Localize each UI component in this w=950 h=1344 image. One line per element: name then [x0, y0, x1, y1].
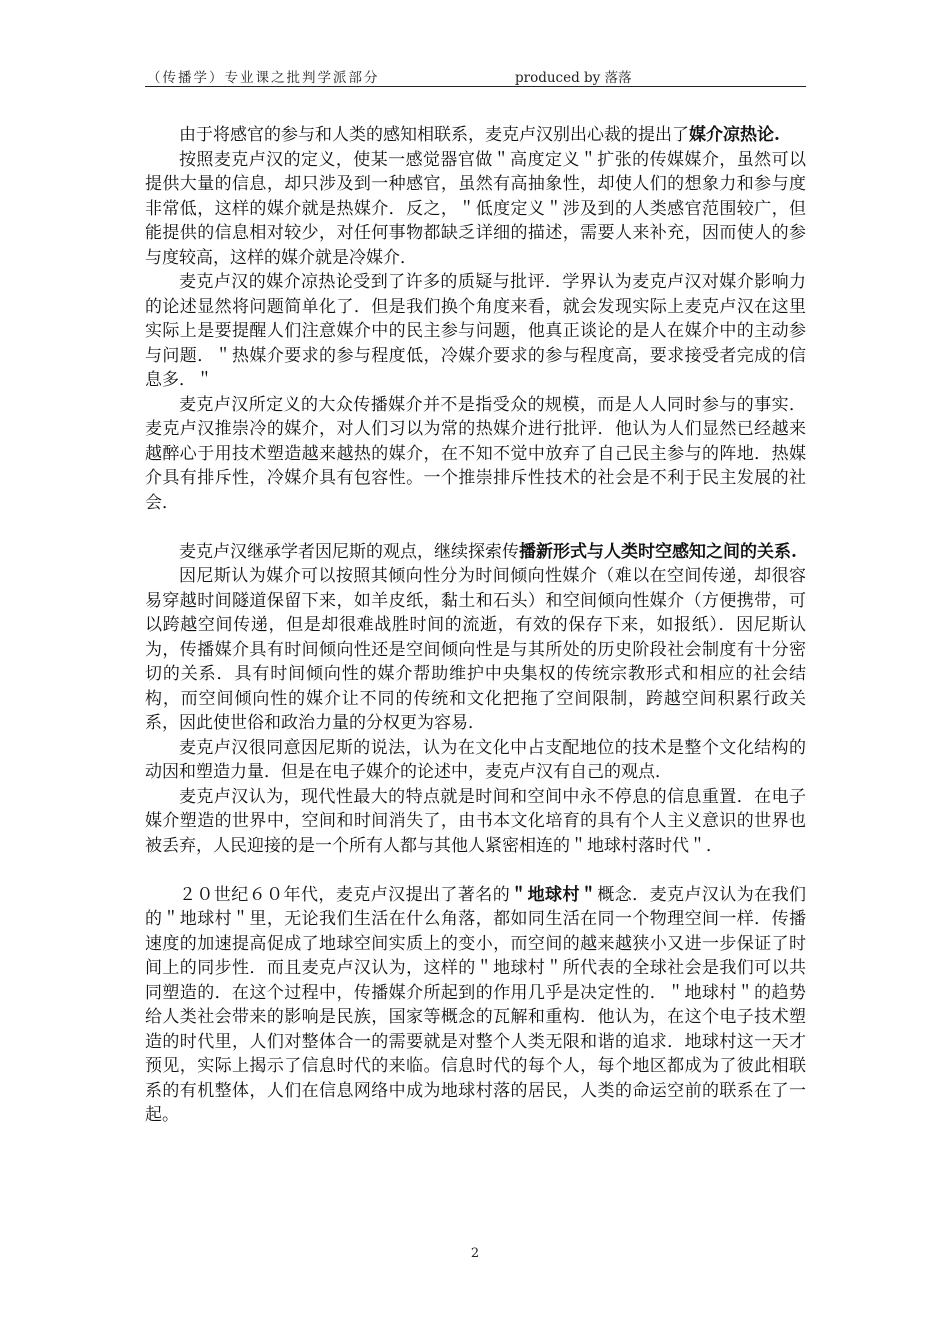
paragraph-definition: 按照麦克卢汉的定义，使某一感觉器官做＂高度定义＂扩张的传媒媒介，虽然可以提供大量的信息，却只涉及到一种感官，虽然有高抽象性，却使人们的想象力和参与度非常低，这样的媒介就是热媒介．反之，＂低度定义＂涉及到的人类感官范围较广，但能提供的信息相对较少，对任何事物都缺乏详细的描述，需要人来补充，因而使人的参与度较高，这样的媒介就是冷媒介． — [145, 149, 806, 268]
header-course-title: （传播学）专业课之批判学派部分 — [147, 70, 380, 86]
page-number: 2 — [470, 1246, 480, 1261]
paragraph-gap — [145, 515, 806, 540]
paragraph-intro-time-space: 麦克卢汉继承学者因尼斯的观点，继续探索传播新形式与人类时空感知之间的关系. — [179, 541, 797, 562]
paragraph-modernity: 麦克卢汉认为，现代性最大的特点就是时间和空间中永不停息的信息重置．在电子媒介塑造的世界中，空间和时间消失了，由书本文化培育的具有个人主义意识的世界也被丢弃，人民迎接的是一个所有人都与其他人紧密相连的＂地球村落时代＂． — [145, 786, 806, 856]
page-header — [145, 64, 806, 87]
document-body — [145, 123, 806, 1128]
paragraph-global-village: ２０世纪６０年代，麦克卢汉提出了著名的＂地球村＂概念．麦克卢汉认为在我们的＂地球村＂里，无论我们生活在什么角落，都如同生活在同一个物理空间一样．传播速度的加速提高促成了地球空间实质上的变小，而空间的越来越狭小又进一步保证了时间上的同步性．而且麦克卢汉认为，这样的＂地球村＂所代表的全球社会是我们可以共同塑造的．在这个过程中，传播媒介所起到的作用几乎是决定性的．＂地球村＂的趋势给人类社会带来的影响是民族，国家等概念的瓦解和重构．他认为，在这个电子技术塑造的时代里，人们对整体合一的需要就是对整个人类无限和谐的追求．地球村这一天才预见，实际上揭示了信息时代的来临。信息时代的每个人，每个地区都成为了彼此相联系的有机整体，人们在信息网络中成为地球村落的居民，人类的命运空前的联系在了一起。 — [145, 884, 807, 1125]
term-time-space: 播新形式与人类时空感知之间的关系 — [519, 541, 791, 562]
paragraph-intro-cold-hot: 由于将感官的参与和人类的感知相联系，麦克卢汉别出心裁的提出了媒介凉热论. — [179, 125, 780, 145]
paragraph-agreement: 麦克卢汉很同意因尼斯的说法，认为在文化中占支配地位的技术是整个文化结构的动因和塑造力量．但是在电子媒介的论述中，麦克卢汉有自己的观点． — [145, 737, 806, 782]
term-global-village: ＂地球村＂ — [510, 884, 598, 905]
paragraph-innis: 因尼斯认为媒介可以按照其倾向性分为时间倾向性媒介（难以在空间传递，却很容易穿越时间隧道保留下来，如羊皮纸，黏土和石头）和空间倾向性媒介（方便携带，可以跨越空间传递，但是却很难战胜时间的流逝，有效的保存下来，如报纸）．因尼斯认为，传播媒介具有时间倾向性还是空间倾向性是与其所处的历史阶段社会制度有十分密切的关系．具有时间倾向性的媒介帮助维护中央集权的传统宗教形式和相应的社会结构，而空间倾向性的媒介让不同的传统和文化把拖了空间限制，跨越空间积累行政关系，因此使世俗和政治力量的分权更为容易． — [145, 566, 806, 733]
term-cold-hot-media: 媒介凉热论 — [689, 125, 774, 145]
header-author: produced by 落落 — [515, 70, 632, 86]
paragraph-mass-media: 麦克卢汉所定义的大众传播媒介并不是指受众的规模，而是人人同时参与的事实．麦克卢汉推崇冷的媒介，对人们习以为常的热媒介进行批评．他认为人们显然已经越来越醉心于用技术塑造越来越热的媒介，在不知不觉中放弃了自己民主参与的阵地．热媒介具有排斥性，冷媒介具有包容性。一个推崇排斥性技术的社会是不利于民主发展的社会． — [145, 394, 806, 513]
paragraph-gap — [145, 858, 806, 883]
paragraph-criticism: 麦克卢汉的媒介凉热论受到了许多的质疑与批评．学界认为麦克卢汉对媒介影响力的论述显然将问题简单化了．但是我们换个角度来看，就会发现实际上麦克卢汉在这里实际上是要提醒人们注意媒介中的民主参与问题，他真正谈论的是人在媒介中的主动参与问题．＂热媒介要求的参与程度低，冷媒介要求的参与程度高，要求接受者完成的信息多．＂ — [145, 272, 806, 390]
